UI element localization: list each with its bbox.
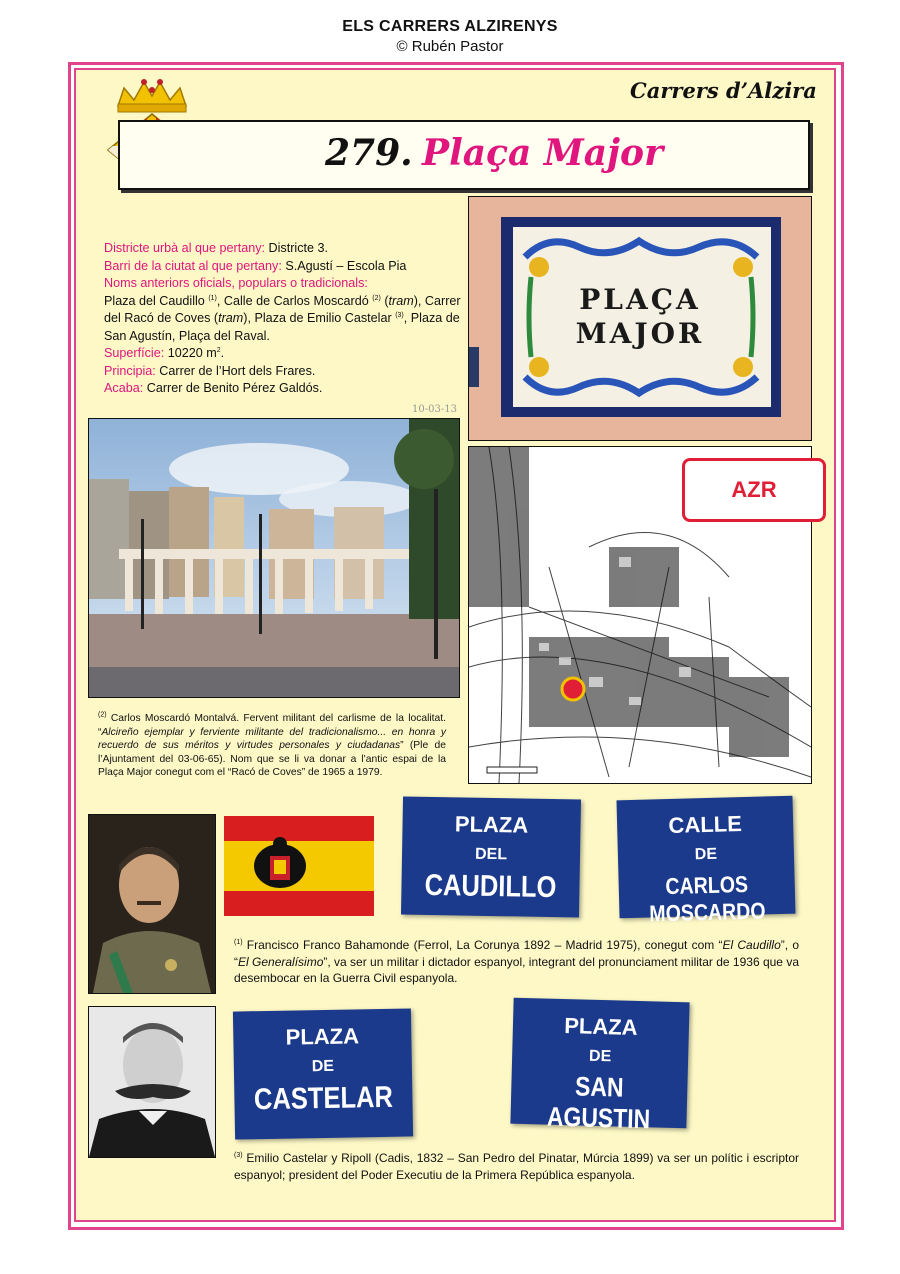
sign-plaza-caudillo [401,796,581,917]
former-name-castelar: ), Plaza de Emilio Castelar [243,311,392,325]
sign-moscardo-line2: DE [694,845,718,864]
ref-1: (1) [208,294,217,302]
start-value: Carrer de l’Hort dels Frares. [159,363,316,378]
neighborhood-row [104,258,464,276]
former-names [104,293,464,346]
square-photo-image [89,419,459,697]
sign-moscardo-line3: CARLOS MOSCARDO [649,870,766,927]
district-label: Districte urbà al que pertany: [104,241,266,255]
franco-portrait [88,814,216,994]
sign-plaza-castelar [233,1008,413,1139]
sign-plaza-san-agustin [510,998,689,1135]
sign-castelar-line3: CASTELAR [253,1080,394,1117]
surface-label: Superfície: [104,346,165,360]
footnote-1-ref: (1) [234,939,243,946]
street-tile-photo [468,196,812,441]
spanish-flag-icon [224,816,374,916]
footnote-3-ref: (3) [234,1152,243,1159]
former-name-others: , Plaza de San Agustín, Plaça del Raval. [104,311,460,343]
sign-agustin-line3: SAN AGUSTIN [546,1071,651,1135]
sign-caudillo-line1: PLAZA [454,811,529,838]
footnote-1 [234,937,799,987]
surface-sup: 2 [216,346,221,354]
footnote-1-text-c: ”, va ser un militar i dictador espanyol, integrant del pronunciament militar de 1936 que va desembocar en la Guerra Civil espanyola. [234,954,799,985]
copyright-line: © Rubén Pastor [396,38,504,55]
sign-calle-moscardo [616,796,795,927]
former-names-label: Noms anteriors oficials, populars o tradicionals: [104,276,368,290]
street-name: Plaça Major [422,132,664,174]
tile-line-2: MAJOR [575,317,705,350]
start-label: Principia: [104,363,156,378]
surface-row [104,345,464,363]
sign-moscardo-line1: CALLE [668,811,743,838]
franco-portrait-image [89,815,215,993]
castelar-portrait-image [89,1007,215,1157]
start-row [104,363,464,381]
sign-caudillo-line3: CAUDILLO [424,868,557,905]
footnote-1-nick-a: El Caudillo [722,938,781,952]
paren-open: ( [384,293,389,308]
sign-castelar-line2: DE [311,1057,335,1076]
neighborhood-value: S.Agustí – Escola Pia [285,258,407,273]
sign-castelar-line1: PLAZA [285,1023,360,1050]
tram-note: tram [388,293,414,308]
district-value: Districte 3. [268,241,328,255]
end-value: Carrer de Benito Pérez Galdós. [146,381,323,395]
footnote-1-nick-b: El Generalísimo [238,954,324,969]
former-name-raco: ), Carrer del Racó de Coves ( [104,293,461,325]
footnote-1-text-b: ”, o “ [234,938,799,969]
surface-value: 10220 m [167,346,217,360]
ref-2: (2) [372,294,381,302]
photo-date: 10-03-13 [412,404,457,415]
sign-agustin-line1: PLAZA [563,1013,638,1040]
location-marker [562,678,584,700]
ref-3: (3) [395,311,404,319]
sign-caudillo-line2: DEL [474,845,508,864]
footnote-2-ref: (2) [98,711,107,719]
street-info [104,240,464,398]
footnote-2-text-a: Carlos Moscardó Montalvá. Fervent militant del carlisme de la localitat. “ [98,713,446,738]
series-label: Carrers d’Alzira [630,78,817,103]
surface-end: . [220,346,225,360]
end-row [104,380,464,398]
map-badge: AZR [682,458,826,522]
castelar-portrait [88,1006,216,1158]
sign-agustin-line2: DE [588,1047,612,1066]
district-row [104,240,464,258]
tram-note-2: tram [218,311,244,325]
square-photo [88,418,460,698]
document-title: ELS CARRERS ALZIRENYS [342,18,558,35]
end-label: Acaba: [104,381,144,395]
footnote-2 [98,712,446,780]
tile-line-1: PLAÇA [579,283,701,316]
street-number: 279. [325,132,413,174]
former-name-moscardo: , Calle de Carlos Moscardó [216,293,369,308]
footnote-2-quote: Alcireño ejemplar y ferviente militante del tradicionalismo... en honra y recuerdo de sus méritos y virtudes personales y ciudadanas [98,726,446,752]
footnote-2-text-b: ” (Ple de l’Ajuntament del 03-06-65). Nom que se li va donar a l’antic espai de la Plaça Major conegut com el “Racó de Coves” de 1965 a 1979. [98,740,446,779]
footnote-3-text: Emilio Castelar y Ripoll (Cadis, 1832 – San Pedro del Pinatar, Múrcia 1899) va ser un polític i escriptor espanyol; president del Poder Executiu de la Primera República espanyola. [234,1151,799,1182]
footnote-3 [234,1150,799,1183]
footnote-1-text-a: Francisco Franco Bahamonde (Ferrol, La Corunya 1892 – Madrid 1975), conegut com “ [242,938,723,952]
former-name-caudillo: Plaza del Caudillo [104,293,205,308]
neighborhood-label: Barri de la ciutat al que pertany: [104,258,282,273]
